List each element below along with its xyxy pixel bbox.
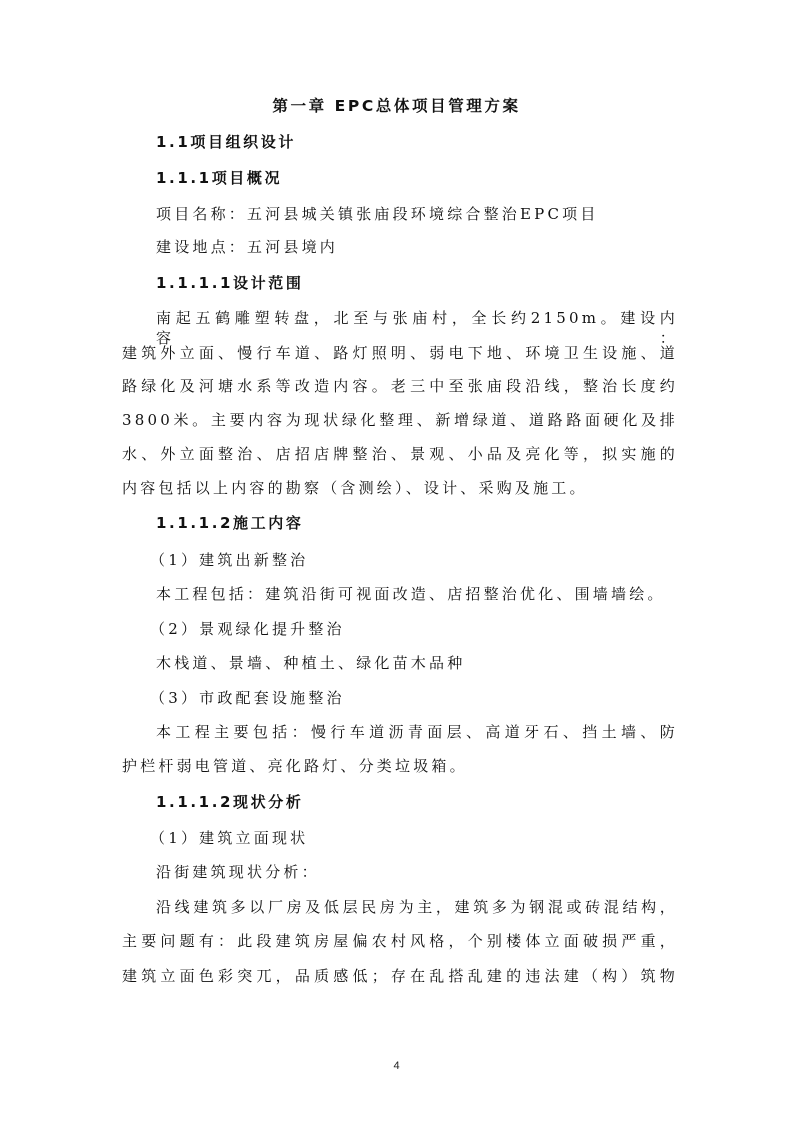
heading-status-analysis: 1.1.1.2现状分析 — [156, 793, 304, 811]
scope-line-1: 南起五鹤雕塑转盘，北至与张庙村，全长约2150m。建设内容： — [156, 309, 678, 347]
heading-construction-content: 1.1.1.2施工内容 — [156, 514, 304, 532]
item-2-body: 木栈道、景墙、种植土、绿化苗木品种 — [156, 654, 466, 672]
status-item-1-title: （1）建筑立面现状 — [150, 829, 309, 847]
item-3-body-line-1: 本工程主要包括：慢行车道沥青面层、高道牙石、挡土墙、防 — [156, 723, 678, 741]
heading-1-1: 1.1项目组织设计 — [156, 133, 296, 151]
scope-line-3: 路绿化及河塘水系等改造内容。老三中至张庙段沿线，整治长度约 — [122, 377, 678, 395]
project-name: 项目名称：五河县城关镇张庙段环境综合整治EPC项目 — [156, 205, 599, 223]
item-2-title: （2）景观绿化提升整治 — [150, 620, 345, 638]
chapter-title: 第一章 EPC总体项目管理方案 — [272, 97, 521, 115]
page-number: 4 — [393, 1060, 400, 1072]
project-location: 建设地点：五河县境内 — [156, 238, 339, 256]
scope-line-2: 建筑外立面、慢行车道、路灯照明、弱电下地、环境卫生设施、道 — [122, 344, 678, 362]
scope-line-6: 内容包括以上内容的勘察（含测绘）、设计、采购及施工。 — [122, 479, 588, 497]
status-body-line-2: 主要问题有：此段建筑房屋偏农村风格，个别楼体立面破损严重， — [122, 932, 678, 950]
heading-1-1-1: 1.1.1项目概况 — [156, 169, 283, 187]
scope-line-5: 水、外立面整治、店招店牌整治、景观、小品及亮化等，拟实施的 — [122, 445, 678, 463]
item-1-body: 本工程包括：建筑沿街可视面改造、店招整治优化、围墙墙绘。 — [156, 585, 666, 603]
item-3-body-line-2: 护栏杆弱电管道、亮化路灯、分类垃圾箱。 — [122, 757, 468, 775]
item-1-title: （1）建筑出新整治 — [150, 551, 309, 569]
scope-line-4: 3800米。主要内容为现状绿化整理、新增绿道、道路路面硬化及排 — [122, 411, 678, 429]
heading-1-1-1-1: 1.1.1.1设计范围 — [156, 274, 304, 292]
item-3-title: （3）市政配套设施整治 — [150, 689, 345, 707]
status-body-line-1: 沿线建筑多以厂房及低层民房为主，建筑多为钢混或砖混结构， — [156, 898, 678, 916]
status-body-line-3: 建筑立面色彩突兀，品质感低；存在乱搭乱建的违法建（构）筑物 — [122, 967, 678, 985]
status-subtitle: 沿街建筑现状分析： — [156, 863, 320, 881]
